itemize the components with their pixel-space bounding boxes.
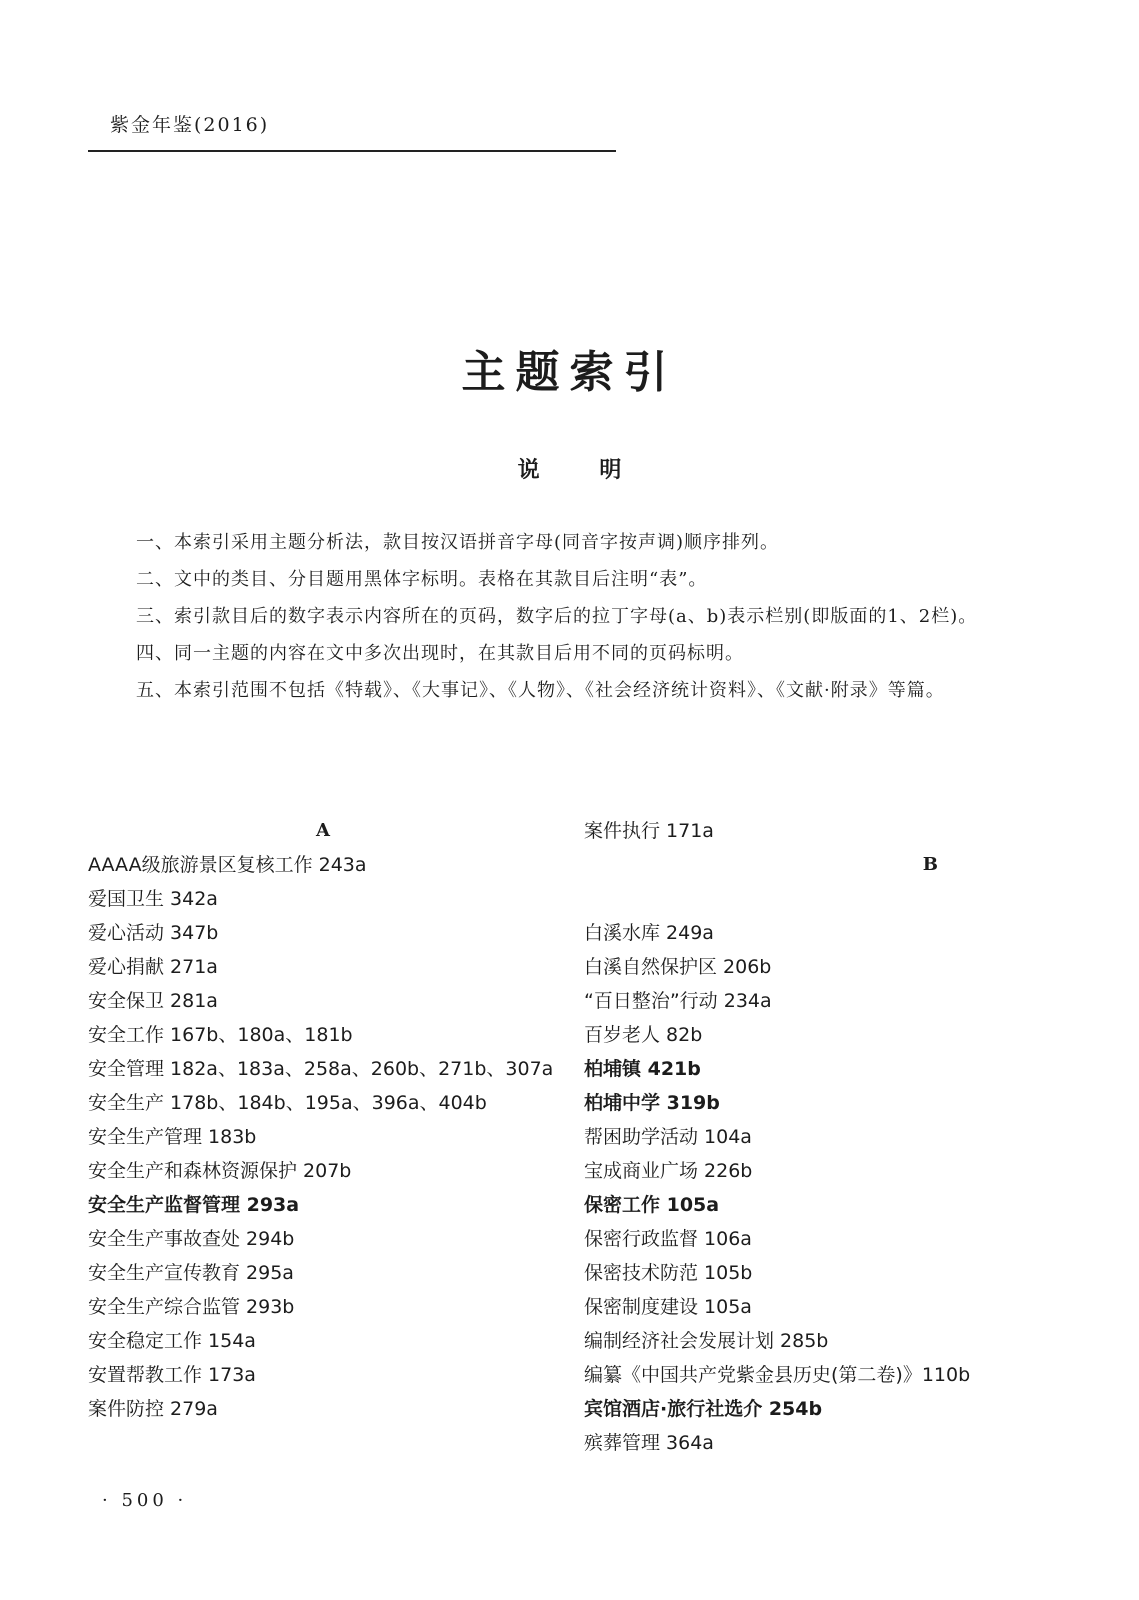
index-entry: AAAA级旅游景区复核工作 243a [88, 854, 367, 876]
note-4: 四、同一主题的内容在文中多次出现时，在其款目后用不同的页码标明。 [136, 643, 744, 664]
index-column-left [88, 814, 558, 1426]
index-spacer [584, 882, 1054, 916]
index-entry: 安全生产监督管理 293a [88, 1194, 300, 1216]
header-rule [88, 150, 616, 152]
index-entry: 安全生产管理 183b [88, 1126, 257, 1148]
index-entry: 安全生产综合监管 293b [88, 1296, 295, 1318]
index-entry: 白溪自然保护区 206b [584, 956, 772, 978]
index-entry: 白溪水库 249a [584, 922, 714, 944]
note-2: 二、文中的类目、分目题用黑体字标明。表格在其款目后注明“表”。 [136, 569, 708, 590]
note-3: 三、索引款目后的数字表示内容所在的页码，数字后的拉丁字母(a、b)表示栏别(即版面的1、2栏)。 [136, 606, 978, 627]
index-entry: 柏埔镇 421b [584, 1058, 701, 1080]
note-1: 一、本索引采用主题分析法，款目按汉语拼音字母(同音字按声调)顺序排列。 [136, 532, 780, 553]
index-entry: 安置帮教工作 173a [88, 1364, 256, 1386]
index-entry: 保密技术防范 105b [584, 1262, 753, 1284]
index-entry: 安全工作 167b、180a、181b [88, 1024, 353, 1046]
index-entry: 安全生产和森林资源保护 207b [88, 1160, 352, 1182]
index-entry: 爱心活动 347b [88, 922, 219, 944]
index-entry: 宝成商业广场 226b [584, 1160, 753, 1182]
index-entry: 帮困助学活动 104a [584, 1126, 752, 1148]
index-column-right [584, 814, 1054, 1460]
page-title: 主题索引 [461, 347, 678, 398]
index-entry: 安全生产 178b、184b、195a、396a、404b [88, 1092, 487, 1114]
index-entry: 保密工作 105a [584, 1194, 720, 1216]
index-entry: 安全稳定工作 154a [88, 1330, 256, 1352]
index-entry: 安全生产宣传教育 295a [88, 1262, 294, 1284]
note-5: 五、本索引范围不包括《特载》、《大事记》、《人物》、《社会经济统计资料》、《文献·附录》等篇。 [136, 680, 945, 701]
index-entry: 编纂《中国共产党紫金县历史(第二卷)》110b [584, 1364, 971, 1386]
index-entry: 保密制度建设 105a [584, 1296, 752, 1318]
index-entry: 安全保卫 281a [88, 990, 218, 1012]
index-entry: 编制经济社会发展计划 285b [584, 1330, 829, 1352]
index-entry: 保密行政监督 106a [584, 1228, 752, 1250]
index-entry: 爱心捐献 271a [88, 956, 218, 978]
index-entry: 案件防控 279a [88, 1398, 218, 1420]
index-letter-heading: A [316, 820, 330, 841]
explanation-notes [88, 524, 1023, 709]
index-entry: 安全生产事故查处 294b [88, 1228, 295, 1250]
index-entry: 安全管理 182a、183a、258a、260b、271b、307a [88, 1058, 554, 1080]
page-number: · 500 · [102, 1490, 188, 1511]
index-entry: 柏埔中学 319b [584, 1092, 720, 1114]
index-entry: 百岁老人 82b [584, 1024, 703, 1046]
index-entry: 宾馆酒店·旅行社选介 254b [584, 1398, 823, 1420]
index-entry: 案件执行 171a [584, 820, 714, 842]
index-letter-heading: B [922, 854, 938, 875]
index-entry: “百日整治”行动 234a [584, 990, 772, 1012]
index-entry: 爱国卫生 342a [88, 888, 218, 910]
index-entry: 殡葬管理 364a [584, 1432, 714, 1454]
section-subtitle: 说 明 [517, 457, 648, 483]
running-head: 紫金年鉴(2016) [110, 114, 270, 136]
